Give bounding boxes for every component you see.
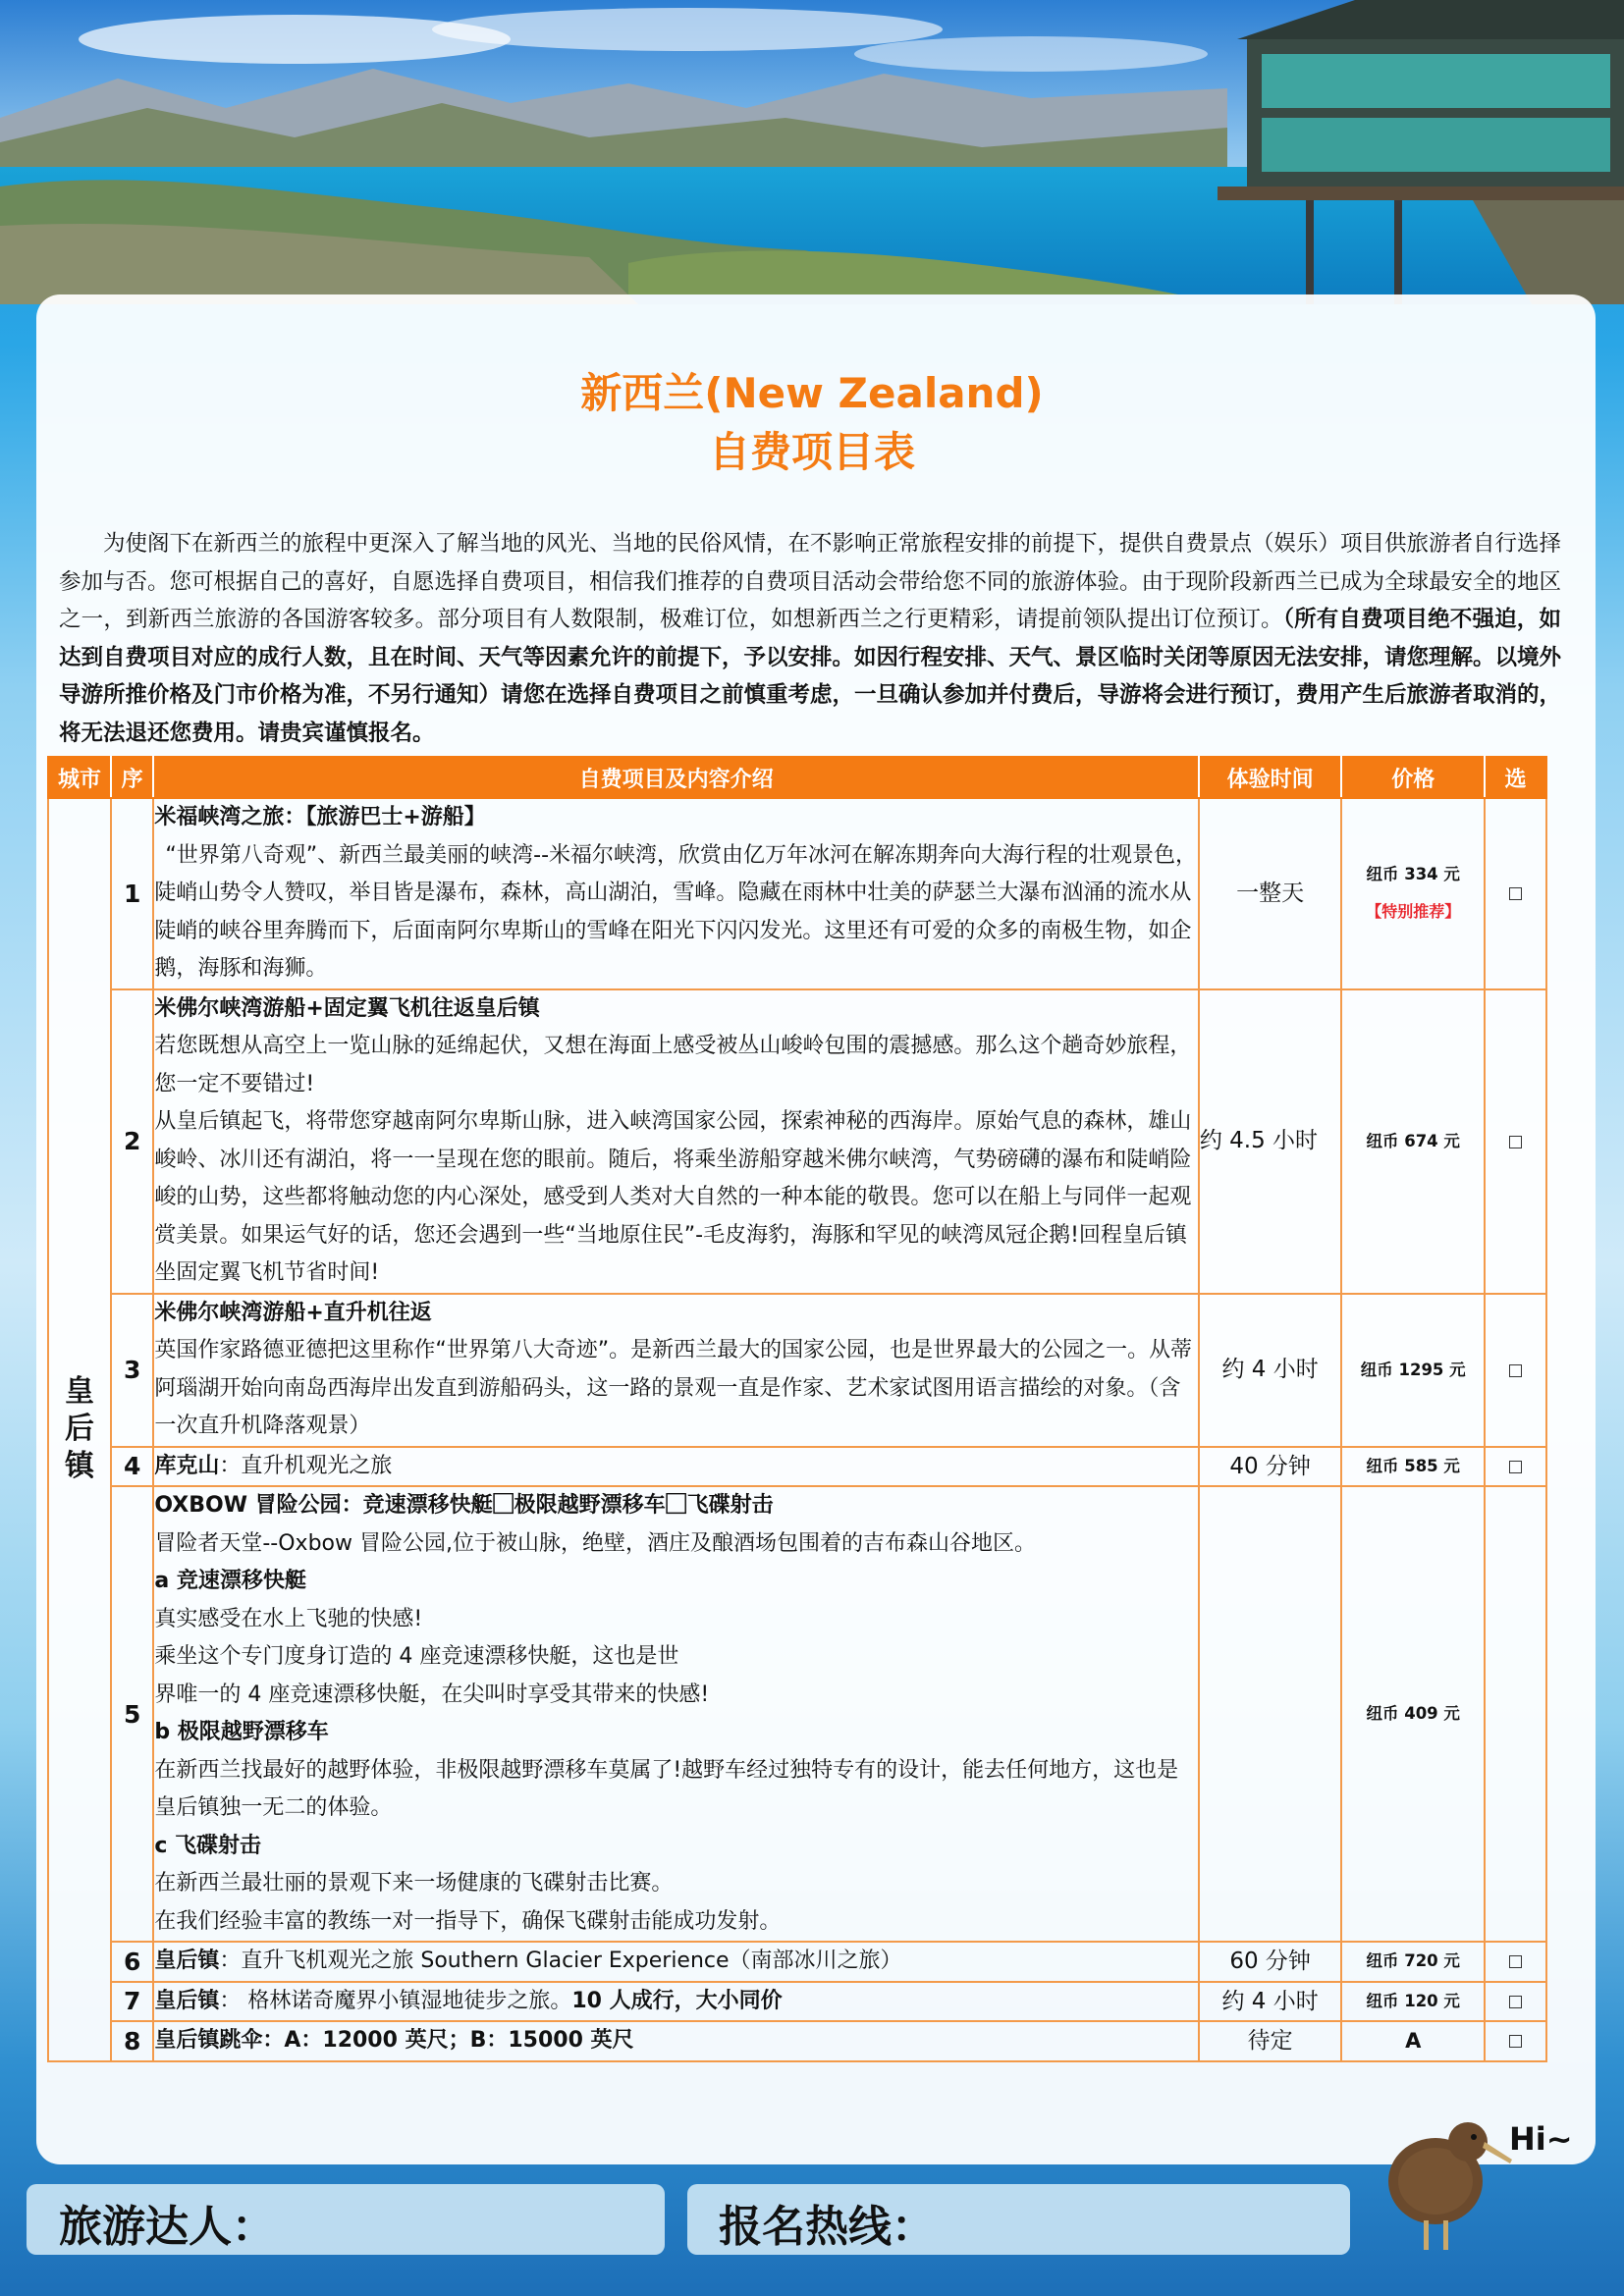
row-description: [153, 1486, 1198, 1942]
kiwi-bird-icon: [1375, 2091, 1512, 2258]
table-row: [48, 1982, 1546, 2022]
row-index: 4: [111, 1447, 153, 1487]
table-row: [48, 1942, 1546, 1982]
header-city: 城市: [48, 757, 111, 798]
item-text: ：直升机观光之旅: [219, 1453, 393, 1478]
row-time: 60 分钟: [1199, 1942, 1342, 1982]
table-row: [48, 989, 1546, 1294]
sub-item-text: 在我们经验丰富的教练一对一指导下，确保飞碟射击能成功发射。: [154, 1908, 782, 1934]
sub-item-text: 界唯一的 4 座竞速漂移快艇，在尖叫时享受其带来的快感!: [154, 1682, 710, 1707]
item-text: ： 格林诺奇魔界小镇湿地徒步之旅。: [219, 1988, 572, 2013]
tour-guide-label: 旅游达人：: [59, 2202, 275, 2252]
self-paid-items-table: [47, 756, 1547, 2062]
row-price: 纽币 1295 元: [1341, 1294, 1485, 1447]
header-price: 价格: [1341, 757, 1485, 798]
item-title: OXBOW 冒险公园：竞速漂移快艇⃞极限越野漂移车⃞飞碟射击: [154, 1493, 774, 1518]
item-text: “世界第八奇观”、新西兰最美丽的峡湾--米福尔峡湾，欣赏由亿万年冰河在解冻期奔向大海行程的壮观景色，陡峭山势令人赞叹，举目皆是瀑布，森林，高山湖泊，雪峰。隐藏在雨林中壮美的萨瑟兰大瀑布汹涌的流水从陡峭的峡谷里奔腾而下，后面南阿尔卑斯山的雪峰在阳光下闪闪发光。这里还有可爱的众多的南极生物，如企鹅，海豚和海狮。: [154, 842, 1198, 981]
row-price: 纽币 585 元: [1341, 1447, 1485, 1487]
row-description: [153, 1294, 1198, 1447]
item-title: 皇后镇: [154, 1949, 220, 1973]
item-title: 米佛尔峡湾游船+固定翼飞机往返皇后镇: [154, 995, 540, 1021]
row-price: [1341, 798, 1485, 989]
select-cell-empty: [1485, 1486, 1546, 1942]
table-row: [48, 798, 1546, 989]
price-value: 纽币 334 元: [1366, 865, 1460, 884]
row-time: 约 4 小时: [1199, 1982, 1342, 2022]
item-text: 从皇后镇起飞，将带您穿越南阿尔卑斯山脉，进入峡湾国家公园，探索神秘的西海岸。原始气息的森林，雄山峻岭、冰川还有湖泊，将一一呈现在您的眼前。随后，将乘坐游船穿越米佛尔峡湾，气势磅礴的瀑布和陡峭险峻的山势，这些都将触动您的内心深处，感受到人类对大自然的一种本能的敬畏。您可以在船上与同伴一起观赏美景。如果运气好的话，您还会遇到一些“当地原住民”-毛皮海豹，海豚和罕见的峡湾凤冠企鹅!回程皇后镇坐固定翼飞机节省时间!: [154, 1109, 1192, 1285]
item-text: 冒险者天堂--Oxbow 冒险公园,位于被山脉，绝壁，酒庄及酿酒场包围着的吉布森山谷地区。: [154, 1530, 1036, 1556]
select-checkbox-cell[interactable]: [1485, 1982, 1546, 2022]
table-row: [48, 1294, 1546, 1447]
item-text: 若您既想从高空上一览山脉的延绵起伏，又想在海面上感受被丛山峻岭包围的震撼感。那么这个趟奇妙旅程，您一定不要错过!: [154, 1034, 1192, 1096]
sub-item-text: 乘坐这个专门度身订造的 4 座竞速漂移快艇，这也是世: [154, 1644, 679, 1669]
row-price: 纽币 120 元: [1341, 1982, 1485, 2022]
table-header-row: [48, 757, 1546, 798]
item-note: 10 人成行，大小同价: [571, 1988, 783, 2013]
row-index: 8: [111, 2021, 153, 2061]
sub-item-text: 在新西兰找最好的越野体验，非极限越野漂移车莫属了!越野车经过独特专有的设计，能去任何地方，这也是皇后镇独一无二的体验。: [154, 1757, 1179, 1820]
row-index: 2: [111, 989, 153, 1294]
row-description: [153, 1447, 1198, 1487]
header-select: 选: [1485, 757, 1546, 798]
intro-text: 为使阁下在新西兰的旅程中更深入了解当地的风光、当地的民俗风情，在不影响正常旅程安排的前提下，提供自费景点（娱乐）项目供旅游者自行选择参加与否。您可根据自己的喜好，自愿选择自费项目，相信我们推荐的自费项目活动会带给您不同的旅游体验。由于现阶段新西兰已成为全球最安全的地区之一，到新西兰旅游的各国游客较多。部分项目有人数限制，极难订位，如想新西兰之行更精彩，请提前领队提出订位预订。: [59, 531, 1562, 632]
select-checkbox[interactable]: [1509, 1461, 1522, 1473]
row-time: 约 4.5 小时: [1199, 989, 1342, 1294]
sub-item-title: b 极限越野漂移车: [154, 1720, 329, 1744]
select-checkbox[interactable]: [1509, 1364, 1522, 1377]
page-title: 新西兰(New Zealand): [580, 369, 1044, 417]
row-description: [153, 1982, 1198, 2022]
row-time: 一整天: [1199, 798, 1342, 989]
city-cell: [48, 798, 111, 2061]
table-row: [48, 2021, 1546, 2061]
select-checkbox-cell[interactable]: [1485, 2021, 1546, 2061]
sub-item-title: a 竞速漂移快艇: [154, 1569, 306, 1593]
row-index: 6: [111, 1942, 153, 1982]
select-checkbox[interactable]: [1509, 887, 1522, 900]
landscape-image: [0, 0, 1624, 304]
item-title: 米佛尔峡湾游船+直升机往返: [154, 1300, 432, 1325]
sub-item-text: 在新西兰最壮丽的景观下来一场健康的飞碟射击比赛。: [154, 1871, 674, 1896]
row-index: 7: [111, 1982, 153, 2022]
intro-bold-text: （所有自费项目绝不强迫，如达到自费项目对应的成行人数，且在时间、天气等因素允许的前提下，予以安排。如因行程安排、天气、景区临时关闭等原因无法安排，请您理解。以境外导游所推价格及门市价格为准，不另行通知）请您在选择自费项目之前慎重考虑，一旦确认参加并付费后，导游将会进行预订，费用产生后旅游者取消的，将无法退还您费用。请贵宾谨慎报名。: [59, 607, 1562, 746]
item-text: ：直升飞机观光之旅 Southern Glacier Experience（南部冰川之旅）: [219, 1949, 902, 1973]
row-description: [153, 989, 1198, 1294]
recommend-badge: 【特别推荐】: [1366, 902, 1461, 922]
row-description: [153, 798, 1198, 989]
page-subtitle: 自费项目表: [708, 428, 915, 476]
table-row: [48, 1486, 1546, 1942]
header-description: 自费项目及内容介绍: [153, 757, 1198, 798]
city-label: 皇后镇: [65, 1374, 94, 1484]
item-title: 皇后镇跳伞：A：12000 英尺；B：15000 英尺: [154, 2028, 634, 2053]
row-index: 5: [111, 1486, 153, 1942]
item-title: 米福峡湾之旅：【旅游巴士+游船】: [154, 805, 486, 829]
row-time: 约 4 小时: [1199, 1294, 1342, 1447]
table-row: [48, 1447, 1546, 1487]
sub-item-text: 真实感受在水上飞驰的快感!: [154, 1606, 423, 1631]
intro-paragraph: [59, 525, 1561, 752]
item-text: 英国作家路德亚德把这里称作“世界第八大奇迹”。是新西兰最大的国家公园，也是世界最大的公园之一。从蒂阿瑙湖开始向南岛西海岸出发直到游船码头，这一路的景观一直是作家、艺术家试图用语言描绘的对象。（含一次直升机降落观景）: [154, 1338, 1193, 1438]
row-price: A: [1341, 2021, 1485, 2061]
select-checkbox-cell[interactable]: [1485, 989, 1546, 1294]
row-time: 40 分钟: [1199, 1447, 1342, 1487]
item-title: 库克山: [154, 1453, 220, 1478]
sub-item-title: c 飞碟射击: [154, 1833, 262, 1858]
row-price: 纽币 674 元: [1341, 989, 1485, 1294]
header-banner: [0, 0, 1624, 304]
select-checkbox[interactable]: [1509, 1955, 1522, 1968]
row-time: [1199, 1486, 1342, 1942]
select-checkbox[interactable]: [1509, 2035, 1522, 2048]
row-description: [153, 1942, 1198, 1982]
row-description: [153, 2021, 1198, 2061]
row-index: 1: [111, 798, 153, 989]
greeting-text: Hi~: [1509, 2120, 1573, 2158]
select-checkbox[interactable]: [1509, 1136, 1522, 1148]
select-checkbox-cell[interactable]: [1485, 1294, 1546, 1447]
select-checkbox-cell[interactable]: [1485, 1942, 1546, 1982]
select-checkbox-cell[interactable]: [1485, 1447, 1546, 1487]
header-index: 序: [111, 757, 153, 798]
item-title: 皇后镇: [154, 1988, 220, 2013]
select-checkbox[interactable]: [1509, 1996, 1522, 2008]
row-time: 待定: [1199, 2021, 1342, 2061]
row-price: 纽币 720 元: [1341, 1942, 1485, 1982]
select-checkbox-cell[interactable]: [1485, 798, 1546, 989]
header-time: 体验时间: [1199, 757, 1342, 798]
row-index: 3: [111, 1294, 153, 1447]
row-price: 纽币 409 元: [1341, 1486, 1485, 1942]
hotline-label: 报名热线：: [719, 2202, 935, 2252]
